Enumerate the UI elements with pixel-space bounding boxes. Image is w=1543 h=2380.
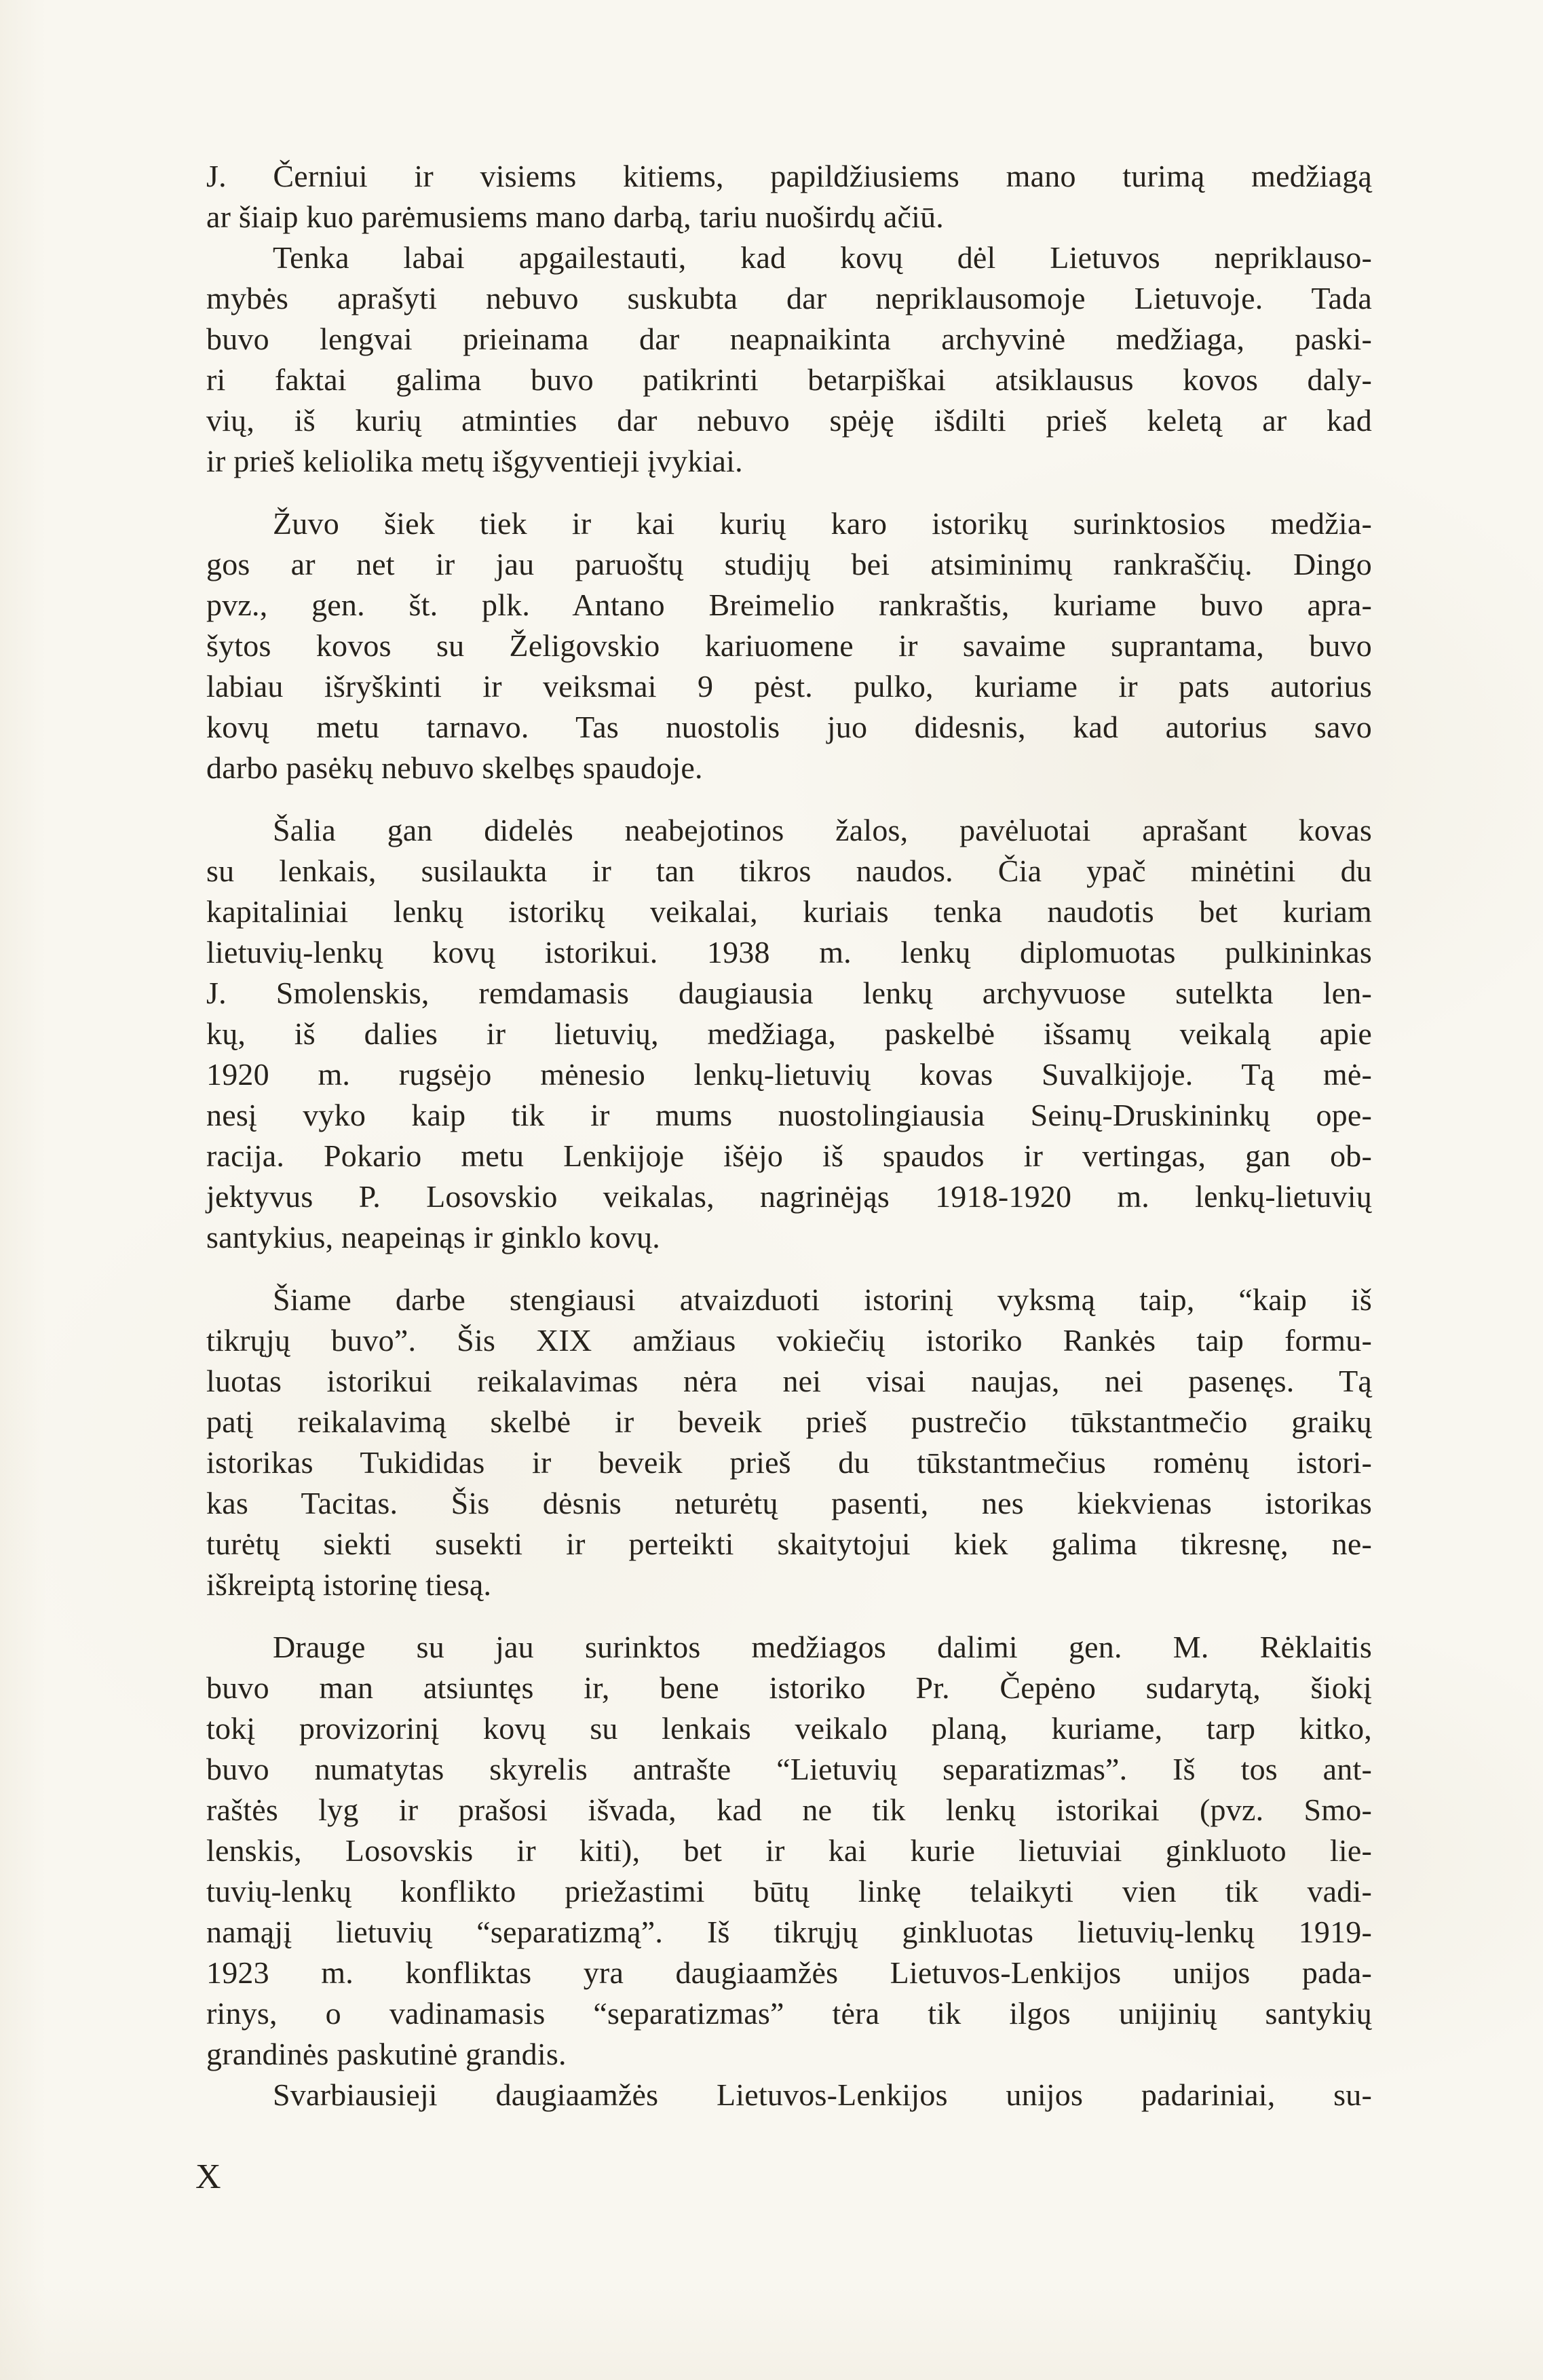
text-line: Žuvo šiek tiek ir kai kurių karo istorikų surinktosios medžia- <box>273 506 1372 541</box>
text-line: tokį provizorinį kovų su lenkais veikalo planą, kuriame, tarp kitko, <box>206 1711 1372 1746</box>
text-line: J. Smolenskis, remdamasis daugiausia lenkų archyvuose sutelkta len- <box>206 976 1372 1010</box>
text-line: buvo man atsiuntęs ir, bene istoriko Pr. Čepėno sudarytą, šiokį <box>206 1670 1372 1705</box>
text-line: buvo numatytas skyrelis antrašte “Lietuvių separatizmas”. Iš tos ant- <box>206 1752 1372 1786</box>
text-line: tuvių-lenkų konflikto priežastimi būtų linkę telaikyti vien tik vadi- <box>206 1874 1372 1908</box>
text-line: luotas istorikui reikalavimas nėra nei visai naujas, nei pasenęs. Tą <box>206 1364 1372 1398</box>
text-line: Šalia gan didelės neabejotinos žalos, pavėluotai aprašant kovas <box>273 813 1372 847</box>
text-line: pvz., gen. št. plk. Antano Breimelio rankraštis, kuriame buvo apra- <box>206 588 1372 622</box>
paragraph <box>206 503 1372 788</box>
text-line: lietuvių-lenkų kovų istorikui. 1938 m. lenkų diplomuotas pulkininkas <box>206 935 1372 970</box>
text-line: Tenka labai apgailestauti, kad kovų dėl Lietuvos nepriklauso- <box>273 240 1372 275</box>
page-number: X <box>195 2157 221 2196</box>
text-line: darbo pasėkų nebuvo skelbęs spaudoje. <box>206 750 703 785</box>
text-line: racija. Pokario metu Lenkijoje išėjo iš spaudos ir vertingas, gan ob- <box>206 1138 1372 1173</box>
text-line: rinys, o vadinamasis “separatizmas” tėra tik ilgos unijinių santykių <box>206 1996 1372 2031</box>
text-line: 1920 m. rugsėjo mėnesio lenkų-lietuvių kovas Suvalkijoje. Tą mė- <box>206 1057 1372 1092</box>
paragraph <box>206 237 1372 482</box>
paragraph <box>206 810 1372 1258</box>
text-line: šytos kovos su Želigovskio kariuomene ir savaime suprantama, buvo <box>206 628 1372 663</box>
text-line: Drauge su jau surinktos medžiagos dalimi gen. M. Rėklaitis <box>273 1630 1372 1664</box>
text-line: gos ar net ir jau paruoštų studijų bei atsiminimų rankraščių. Dingo <box>206 547 1372 581</box>
paragraph <box>206 156 1372 237</box>
text-line: ar šiaip kuo parėmusiems mano darbą, tariu nuoširdų ačiū. <box>206 199 944 234</box>
text-block <box>206 156 1372 2115</box>
text-line: Šiame darbe stengiausi atvaizduoti istorinį vyksmą taip, “kaip iš <box>273 1282 1372 1317</box>
text-line: kas Tacitas. Šis dėsnis neturėtų pasenti, nes kiekvienas istorikas <box>206 1486 1372 1520</box>
text-line: namąjį lietuvių “separatizmą”. Iš tikrųjų ginkluotas lietuvių-lenkų 1919- <box>206 1915 1372 1949</box>
paragraph <box>206 1627 1372 2075</box>
text-line: ri faktai galima buvo patikrinti betarpiškai atsiklausus kovos daly- <box>206 362 1372 397</box>
text-line: lenskis, Losovskis ir kiti), bet ir kai kurie lietuviai ginkluoto lie- <box>206 1833 1372 1868</box>
text-line: su lenkais, susilaukta ir tan tikros naudos. Čia ypač minėtini du <box>206 853 1372 888</box>
text-line: labiau išryškinti ir veiksmai 9 pėst. pulko, kuriame ir pats autorius <box>206 669 1372 704</box>
text-line: jektyvus P. Losovskio veikalas, nagrinėjąs 1918-1920 m. lenkų-lietuvių <box>206 1179 1372 1214</box>
text-line: istorikas Tukididas ir beveik prieš du tūkstantmečius romėnų istori- <box>206 1445 1372 1480</box>
text-line: patį reikalavimą skelbė ir beveik prieš pustrečio tūkstantmečio graikų <box>206 1404 1372 1439</box>
paragraph <box>206 1280 1372 1605</box>
text-line: ir prieš keliolika metų išgyventieji įvykiai. <box>206 444 743 478</box>
text-line: mybės aprašyti nebuvo suskubta dar nepriklausomoje Lietuvoje. Tada <box>206 281 1372 315</box>
text-line: iškreiptą istorinę tiesą. <box>206 1567 492 1602</box>
text-line: 1923 m. konfliktas yra daugiaamžės Lietuvos-Lenkijos unijos pada- <box>206 1955 1372 1990</box>
text-line: Svarbiausieji daugiaamžės Lietuvos-Lenkijos unijos padariniai, su- <box>273 2077 1372 2112</box>
text-line: kovų metu tarnavo. Tas nuostolis juo didesnis, kad autorius savo <box>206 710 1372 744</box>
text-line: santykius, neapeinąs ir ginklo kovų. <box>206 1220 660 1254</box>
text-line: raštės lyg ir prašosi išvada, kad ne tik lenkų istorikai (pvz. Smo- <box>206 1792 1372 1827</box>
text-line: kapitaliniai lenkų istorikų veikalai, kuriais tenka naudotis bet kuriam <box>206 894 1372 929</box>
text-line: nesį vyko kaip tik ir mums nuostolingiausia Seinų-Druskininkų ope- <box>206 1098 1372 1132</box>
text-line: grandinės paskutinė grandis. <box>206 2037 567 2071</box>
text-line: buvo lengvai prieinama dar neapnaikinta archyvinė medžiaga, paski- <box>206 322 1372 356</box>
text-line: kų, iš dalies ir lietuvių, medžiaga, paskelbė išsamų veikalą apie <box>206 1016 1372 1051</box>
text-line: vių, iš kurių atminties dar nebuvo spėję išdilti prieš keletą ar kad <box>206 403 1372 438</box>
text-line: J. Černiui ir visiems kitiems, papildžiusiems mano turimą medžiagą <box>206 159 1372 193</box>
text-line: tikrųjų buvo”. Šis XIX amžiaus vokiečių istoriko Rankės taip formu- <box>206 1323 1372 1358</box>
text-line: turėtų siekti susekti ir perteikti skaitytojui kiek galima tikresnę, ne- <box>206 1527 1372 1561</box>
paragraph <box>206 2075 1372 2115</box>
